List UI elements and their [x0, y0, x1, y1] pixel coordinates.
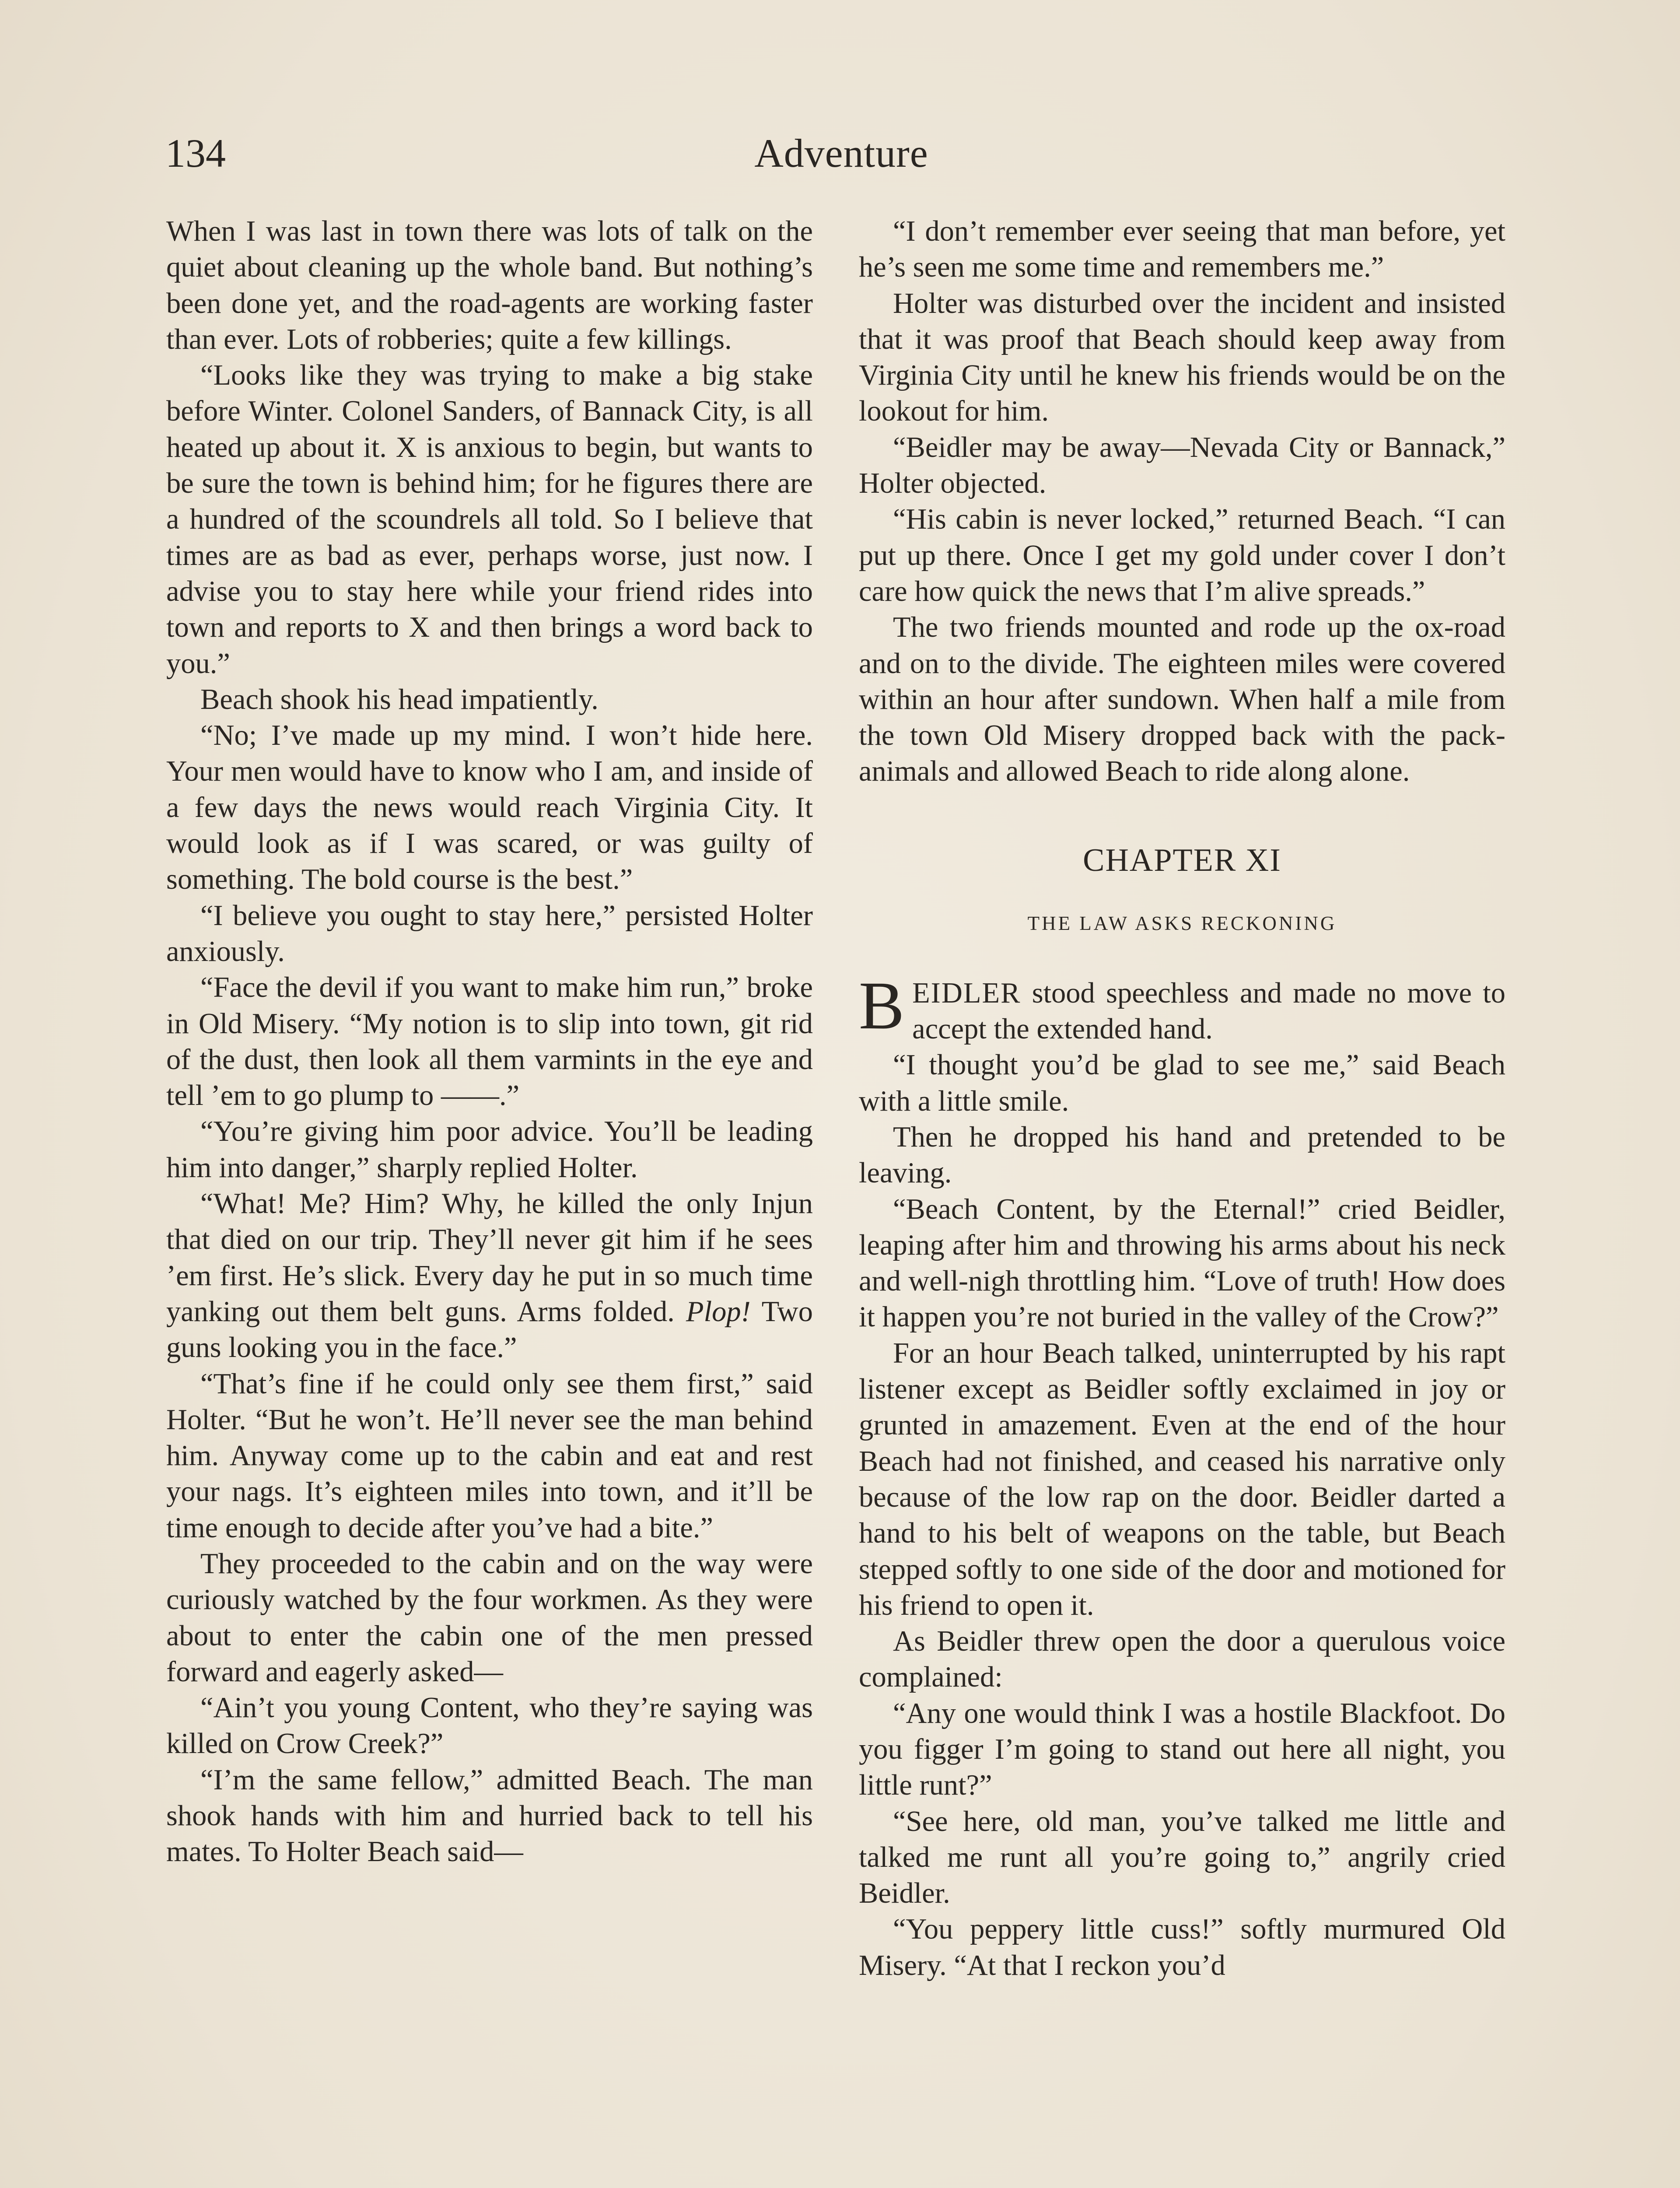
running-head: Adventure [754, 131, 928, 175]
paragraph: “I believe you ought to stay here,” persisted Holter anxiously. [166, 899, 813, 968]
chapter-opening-paragraph [859, 967, 1505, 1048]
paragraph: “I don’t remember ever seeing that man before, yet he’s seen me some time and remembers me.” [859, 215, 1505, 284]
paragraph: For an hour Beach talked, uninterrupted by his rapt listener except as Beidler softly exclaimed in joy or grunted in amazement. Even at the end of the hour Beach had not finished, and ceased his narrative only because of the low rap on the door. Beidler darted a hand to his belt of weapons on the table, but Beach stepped softly to one side of the door and motioned for his friend to open it. [859, 1337, 1505, 1621]
paragraph: “You peppery little cuss!” softly murmured Old Misery. “At that I reckon you’d [859, 1913, 1505, 1981]
paragraph: “His cabin is never locked,” returned Beach. “I can put up there. Once I get my gold under cover I don’t care how quick the news that I’m alive spreads.” [859, 503, 1505, 607]
italic-text: Plop! [686, 1295, 751, 1328]
paragraph: Holter was disturbed over the incident and insisted that it was proof that Beach should keep away from Virginia City until he knew his friends would be on the lookout for him. [859, 287, 1505, 428]
paragraph: “Beach Content, by the Eternal!” cried Beidler, leaping after him and throwing his arms about his neck and well-nigh throttling him. “Love of truth! How does it happen you’re not buried in the valley of the Crow?” [859, 1193, 1505, 1333]
left-column [166, 214, 813, 1870]
paragraph: “Face the devil if you want to make him run,” broke in Old Misery. “My notion is to slip into town, git rid of the dust, then look all them varmints in the eye and tell ’em to go plump to ——.” [166, 971, 813, 1112]
page-header [165, 125, 1517, 182]
paragraph-text: stood speechless and made no move to accept the extended hand. [912, 977, 1505, 1045]
paragraph: “See here, old man, you’ve talked me little and talked me runt all you’re going to,” angrily cried Beidler. [859, 1805, 1505, 1910]
paragraph: “Beidler may be away—Nevada City or Bannack,” Holter objected. [859, 431, 1505, 500]
paragraph: “That’s fine if he could only see them first,” said Holter. “But he won’t. He’ll never see the man behind him. Anyway come up to the cabin and eat and rest your nags. It’s eighteen miles into town, and it’ll be time enough to decide after you’ve had a bite.” [166, 1368, 813, 1544]
first-word-rest: EIDLER [912, 977, 1021, 1009]
chapter-title: CHAPTER XI [1083, 842, 1281, 878]
paragraph: “I thought you’d be glad to see me,” said Beach with a little smile. [859, 1049, 1505, 1117]
paragraph: When I was last in town there was lots of talk on the quiet about cleaning up the whole band. But nothing’s been done yet, and the road-agents are working faster than ever. Lots of robberies; quite a few killings. [166, 215, 813, 355]
paragraph-text: Two guns looking you in the face.” [166, 1295, 813, 1364]
paragraph: “Looks like they was trying to make a big stake before Winter. Colonel Sanders, of Bannack City, is all heated up about it. X is anxious to begin, but wants to be sure the town is behind him; for he figures there are a hundred of the scoundrels all told. So I believe that times are as bad as ever, perhaps worse, just now. I advise you to stay here while your friend rides into town and reports to X and then brings a word back to you.” [166, 359, 813, 680]
paragraph-text: “What! Me? Him? Why, he killed the only Injun that died on our trip. They’ll never git him if he sees ’em first. He’s slick. Every day he put in so much time yanking out them belt guns. Arms folded. [166, 1188, 813, 1328]
paragraph: “I’m the same fellow,” admitted Beach. The man shook hands with him and hurried back to tell his mates. To Holter Beach said— [166, 1764, 813, 1868]
chapter-subtitle: THE LAW ASKS RECKONING [1027, 912, 1337, 934]
paragraph: “Any one would think I was a hostile Blackfoot. Do you figger I’m going to stand out here all night, you little runt?” [859, 1697, 1505, 1802]
paragraph: Beach shook his head impatiently. [200, 683, 598, 715]
paragraph: “No; I’ve made up my mind. I won’t hide here. Your men would have to know who I am, and inside of a few days the news would reach Virginia City. It would look as if I was scared, or was guilty of something. The bold course is the best.” [166, 719, 813, 896]
paragraph [166, 1186, 813, 1366]
drop-cap: B [859, 967, 905, 1043]
paragraph: “You’re giving him poor advice. You’ll be leading him into danger,” sharply replied Holter. [166, 1115, 813, 1184]
paragraph: They proceeded to the cabin and on the way were curiously watched by the four workmen. As they were about to enter the cabin one of the men pressed forward and eagerly asked— [166, 1547, 813, 1688]
paragraph: “Ain’t you young Content, who they’re saying was killed on Crow Creek?” [166, 1692, 813, 1760]
right-column [859, 214, 1505, 1984]
paragraph: The two friends mounted and rode up the ox-road and on to the divide. The eighteen miles were covered within an hour after sundown. When half a mile from the town Old Misery dropped back with the pack-animals and allowed Beach to ride along alone. [859, 611, 1505, 788]
page-number: 134 [165, 131, 226, 175]
paragraph: As Beidler threw open the door a querulous voice complained: [859, 1625, 1505, 1694]
paragraph: Then he dropped his hand and pretended to be leaving. [859, 1121, 1505, 1189]
